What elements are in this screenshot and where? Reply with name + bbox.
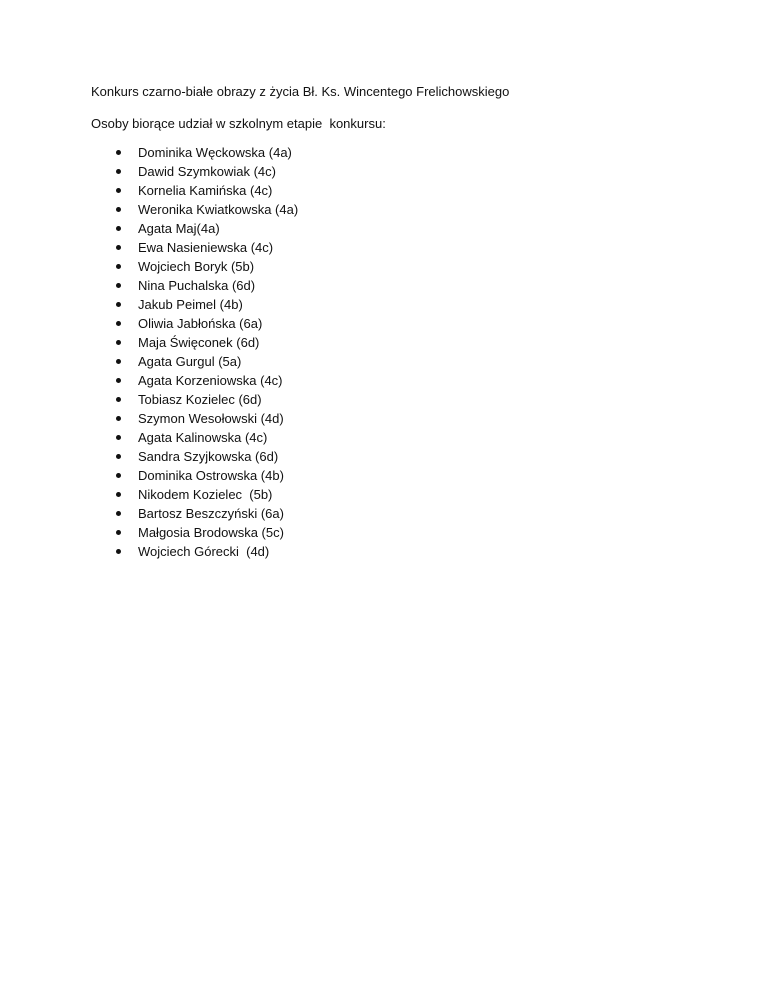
bullet-icon — [116, 511, 121, 516]
participant-name: Małgosia Brodowska (5c) — [138, 525, 284, 540]
bullet-icon — [116, 359, 121, 364]
participant-name: Tobiasz Kozielec (6d) — [138, 392, 262, 407]
participant-name: Maja Święconek (6d) — [138, 335, 260, 350]
bullet-icon — [116, 226, 121, 231]
document-title: Konkurs czarno-białe obrazy z życia Bł. Ks. Wincentego Frelichowskiego — [91, 84, 510, 99]
bullet-icon — [116, 188, 121, 193]
bullet-icon — [116, 169, 121, 174]
participant-name: Bartosz Beszczyński (6a) — [138, 506, 284, 521]
participant-name: Szymon Wesołowski (4d) — [138, 411, 284, 426]
participant-name: Wojciech Górecki (4d) — [138, 544, 270, 559]
participant-name: Jakub Peimel (4b) — [138, 297, 243, 312]
participant-name: Sandra Szyjkowska (6d) — [138, 449, 279, 464]
bullet-icon — [116, 245, 121, 250]
bullet-icon — [116, 283, 121, 288]
participant-name: Dominika Węckowska (4a) — [138, 145, 292, 160]
participant-name: Agata Gurgul (5a) — [138, 354, 242, 369]
bullet-icon — [116, 302, 121, 307]
participant-name: Kornelia Kamińska (4c) — [138, 183, 273, 198]
participant-name: Weronika Kwiatkowska (4a) — [138, 202, 299, 217]
participant-name: Oliwia Jabłońska (6a) — [138, 316, 263, 331]
bullet-icon — [116, 378, 121, 383]
bullet-icon — [116, 549, 121, 554]
participant-name: Wojciech Boryk (5b) — [138, 259, 255, 274]
bullet-icon — [116, 492, 121, 497]
bullet-icon — [116, 435, 121, 440]
bullet-icon — [116, 530, 121, 535]
bullet-icon — [116, 264, 121, 269]
bullet-icon — [116, 207, 121, 212]
participant-name: Agata Maj(4a) — [138, 221, 220, 236]
participant-name: Agata Kalinowska (4c) — [138, 430, 268, 445]
bullet-icon — [116, 416, 121, 421]
bullet-icon — [116, 454, 121, 459]
participant-name: Dawid Szymkowiak (4c) — [138, 164, 276, 179]
participant-name: Agata Korzeniowska (4c) — [138, 373, 283, 388]
participant-name: Nikodem Kozielec (5b) — [138, 487, 273, 502]
bullet-icon — [116, 473, 121, 478]
bullet-icon — [116, 321, 121, 326]
participant-name: Nina Puchalska (6d) — [138, 278, 256, 293]
participant-name: Dominika Ostrowska (4b) — [138, 468, 284, 483]
document-subtitle: Osoby biorące udział w szkolnym etapie konkursu: — [91, 116, 386, 131]
bullet-icon — [116, 340, 121, 345]
participant-name: Ewa Nasieniewska (4c) — [138, 240, 274, 255]
bullet-icon — [116, 397, 121, 402]
bullet-icon — [116, 150, 121, 155]
